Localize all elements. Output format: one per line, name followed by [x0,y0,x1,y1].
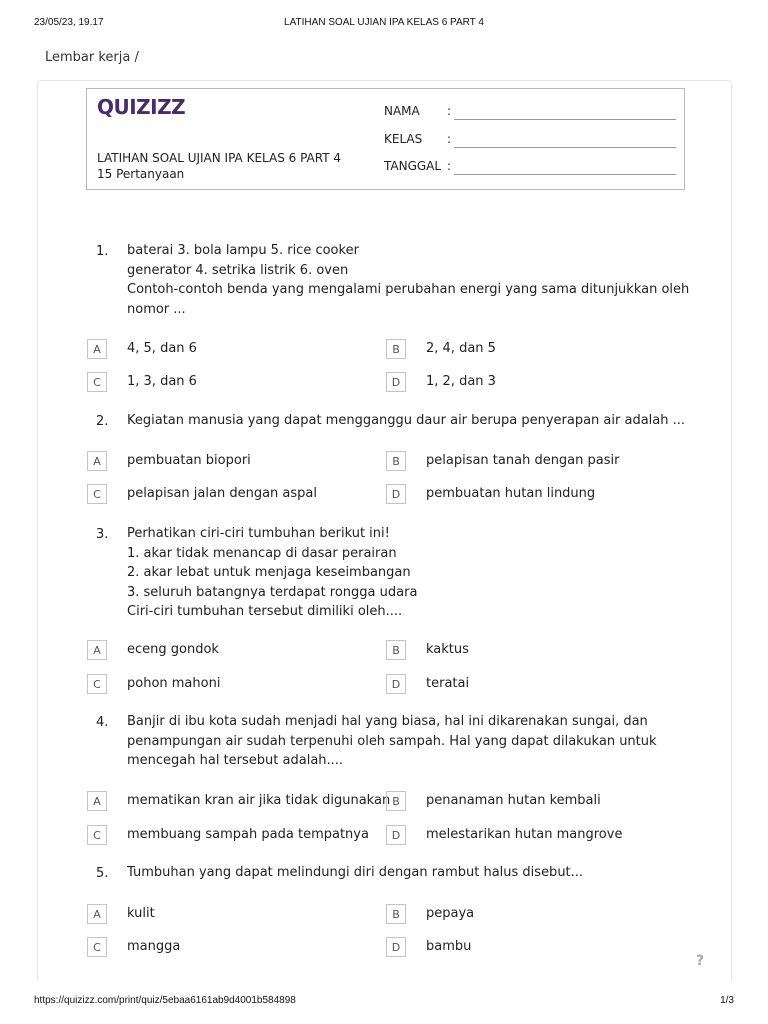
option-text: pepaya [426,906,475,921]
question-line: 1. akar tidak menancap di dasar perairan [127,545,397,561]
class-colon: : [447,132,452,146]
option-text: pembuatan hutan lindung [426,486,596,501]
option-letter-box: A [87,904,107,924]
option-text: teratai [426,676,470,691]
option-text: 1, 3, dan 6 [127,374,197,389]
option-text: 2, 4, dan 5 [426,341,496,356]
question-count: 15 Pertanyaan [97,167,185,181]
option-letter-box: B [386,791,406,811]
date-line [454,174,676,175]
option-letter-box: C [87,674,107,694]
option-letter-box: B [386,451,406,471]
class-line [454,147,676,148]
question-text [127,411,686,431]
question-line: 3. seluruh batangnya terdapat rongga udara [127,584,418,600]
worksheet-info-box [86,88,685,190]
class-field [384,132,676,150]
print-title: LATIHAN SOAL UJIAN IPA KELAS 6 PART 4 [284,17,484,28]
question-line: 2. akar lebat untuk menjaga keseimbangan [127,565,411,580]
question-number: 3. [96,527,109,542]
help-icon[interactable]: ? [696,953,705,969]
question-text [127,863,672,883]
quizizz-logo: QUIZIZZ [97,95,186,119]
option-text: pelapisan tanah dengan pasir [426,453,620,468]
option-letter-box: A [87,791,107,811]
question-number: 5. [96,866,109,881]
question-number: 2. [96,414,109,429]
option-letter-box: B [386,640,406,660]
option-text: melestarikan hutan mangrove [426,827,623,842]
question-line: mencegah hal tersebut adalah.... [127,753,344,768]
option-letter-box: D [386,372,406,392]
question-number: 4. [96,715,109,730]
print-date: 23/05/23, 19.17 [34,17,104,28]
option-text: pohon mahoni [127,676,221,691]
option-text: penanaman hutan kembali [426,793,601,808]
question-line: nomor ... [127,301,186,317]
name-label: NAMA [384,104,420,118]
name-line [454,119,676,120]
print-url: https://quizizz.com/print/quiz/5ebaa6161ab9d4001b584898 [34,995,296,1006]
option-text: pembuatan biopori [127,453,251,468]
option-letter-box: C [87,825,107,845]
option-letter-box: D [386,484,406,504]
option-letter-box: D [386,937,406,957]
option-text: bambu [426,939,472,954]
question-line: Kegiatan manusia yang dapat mengganggu daur air berupa penyerapan air adalah ... [127,413,686,428]
question-line: Contoh-contoh benda yang mengalami perubahan energi yang sama ditunjukkan oleh [127,282,690,297]
name-colon: : [447,104,452,118]
option-text: 4, 5, dan 6 [127,341,197,356]
print-footer [34,995,734,1009]
option-text: kulit [127,906,155,921]
date-colon: : [447,159,452,173]
breadcrumb[interactable]: Lembar kerja / [45,50,139,65]
question-text [127,524,672,622]
name-field [384,104,676,122]
question-text [127,241,690,319]
class-label: KELAS [384,132,423,146]
option-letter-box: C [87,937,107,957]
question-text [127,712,672,771]
option-text: pelapisan jalan dengan aspal [127,486,317,501]
question-line: generator 4. setrika listrik 6. oven [127,262,349,278]
question-line: penampungan air sudah terpenuhi oleh sampah. Hal yang dapat dilakukan untuk [127,733,657,749]
option-letter-box: A [87,451,107,471]
option-letter-box: C [87,372,107,392]
option-letter-box: B [386,339,406,359]
date-label: TANGGAL [384,159,442,173]
quiz-title: LATIHAN SOAL UJIAN IPA KELAS 6 PART 4 [97,151,342,165]
option-letter-box: C [87,484,107,504]
question-line: Banjir di ibu kota sudah menjadi hal yang biasa, hal ini dikarenakan sungai, dan [127,714,648,729]
option-text: membuang sampah pada tempatnya [127,827,369,842]
page-number: 1/3 [720,995,734,1006]
question-line: Tumbuhan yang dapat melindungi diri dengan rambut halus disebut... [127,865,584,880]
option-letter-box: A [87,640,107,660]
option-text: eceng gondok [127,642,219,657]
option-letter-box: D [386,825,406,845]
option-letter-box: D [386,674,406,694]
question-line: baterai 3. bola lampu 5. rice cooker [127,243,359,258]
option-text: mematikan kran air jika tidak digunakan [127,793,391,808]
question-line: Ciri-ciri tumbuhan tersebut dimiliki oleh.... [127,604,403,619]
question-number: 1. [96,244,109,259]
option-letter-box: A [87,339,107,359]
option-text: 1, 2, dan 3 [426,374,496,389]
option-text: mangga [127,939,181,954]
print-header [34,17,734,31]
option-letter-box: B [386,904,406,924]
date-field [384,159,676,177]
option-text: kaktus [426,642,469,657]
question-line: Perhatikan ciri-ciri tumbuhan berikut ini! [127,526,390,541]
